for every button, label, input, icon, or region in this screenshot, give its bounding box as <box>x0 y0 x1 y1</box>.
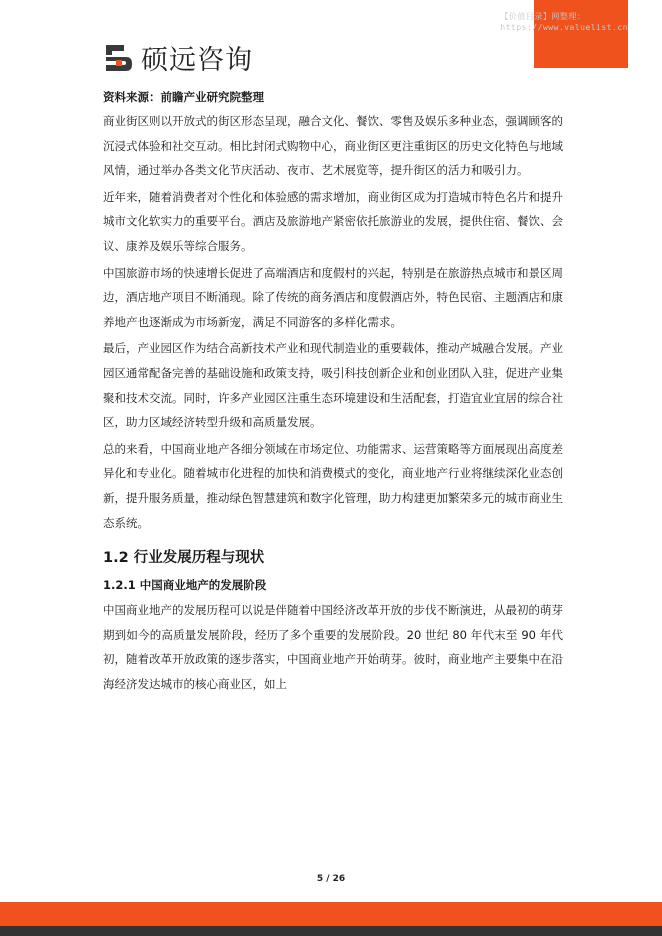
section-heading: 1.2 行业发展历程与现状 <box>103 550 265 567</box>
paragraph: 中国旅游市场的快速增长促进了高端酒店和度假村的兴起，特别是在旅游热点城市和景区周边，酒店地产项目不断涌现。除了传统的商务酒店和度假酒店外，特色民宿、主题酒店和康养地产也逐渐成为市场新宠，满足不同游客的多样化需求。 <box>103 265 563 329</box>
logo-text: 硕远咨询 <box>141 45 253 76</box>
footer-dark-bar <box>0 926 662 936</box>
source-note: 资料来源：前瞻产业研究院整理 <box>103 90 264 104</box>
paragraph: 中国商业地产的发展历程可以说是伴随着中国经济改革开放的步伐不断演进，从最初的萌芽期到如今的高质量发展阶段，经历了多个重要的发展阶段。20 世纪 80 年代末至 90 年代初，随着改革开放政策的逐步落实，中国商业地产开始萌芽。彼时，商业地产主要集中在沿海经济发达城市的核心商业区，如上 <box>103 603 563 691</box>
header-link-line2: https://www.valuelist.cn <box>500 23 628 32</box>
paragraph: 商业街区则以开放式的街区形态呈现，融合文化、餐饮、零售及娱乐多种业态，强调顾客的沉浸式体验和社交互动。相比封闭式购物中心，商业街区更注重街区的历史文化特色与地域风情，通过举办各类文化节庆活动、夜市、艺术展览等，提升街区的活力和吸引力。 <box>103 114 563 178</box>
paragraph: 近年来，随着消费者对个性化和体验感的需求增加，商业街区成为打造城市特色名片和提升城市文化软实力的重要平台。酒店及旅游地产紧密依托旅游业的发展，提供住宿、餐饮、会议、康养及娱乐等综合服务。 <box>103 189 563 253</box>
footer-accent-bar <box>0 902 662 926</box>
company-logo <box>104 38 253 77</box>
document-body <box>103 86 563 698</box>
subsection-heading: 1.2.1 中国商业地产的发展阶段 <box>103 578 267 593</box>
paragraph: 总的来看，中国商业地产各细分领域在市场定位、功能需求、运营策略等方面展现出高度差异化和专业化。随着城市化进程的加快和消费模式的变化，商业地产行业将继续深化业态创新，提升服务质量，推动绿色智慧建筑和数字化管理，助力构建更加繁荣多元的城市商业生态系统。 <box>103 441 563 530</box>
header-source-link[interactable] <box>500 11 628 33</box>
paragraph: 最后，产业园区作为结合高新技术产业和现代制造业的重要载体，推动产城融合发展。产业园区通常配备完善的基础设施和政策支持，吸引科技创新企业和创业团队入驻，促进产业集聚和技术交流。同时，许多产业园区注重生态环境建设和生活配套，打造宜业宜居的综合社区，助力区域经济转型升级和高质量发展。 <box>103 341 563 430</box>
shuoyuan-logo-icon <box>104 43 134 73</box>
page-number: 5 / 26 <box>316 874 346 884</box>
header-link-line1: 【价值目录】网整理： <box>500 12 586 21</box>
